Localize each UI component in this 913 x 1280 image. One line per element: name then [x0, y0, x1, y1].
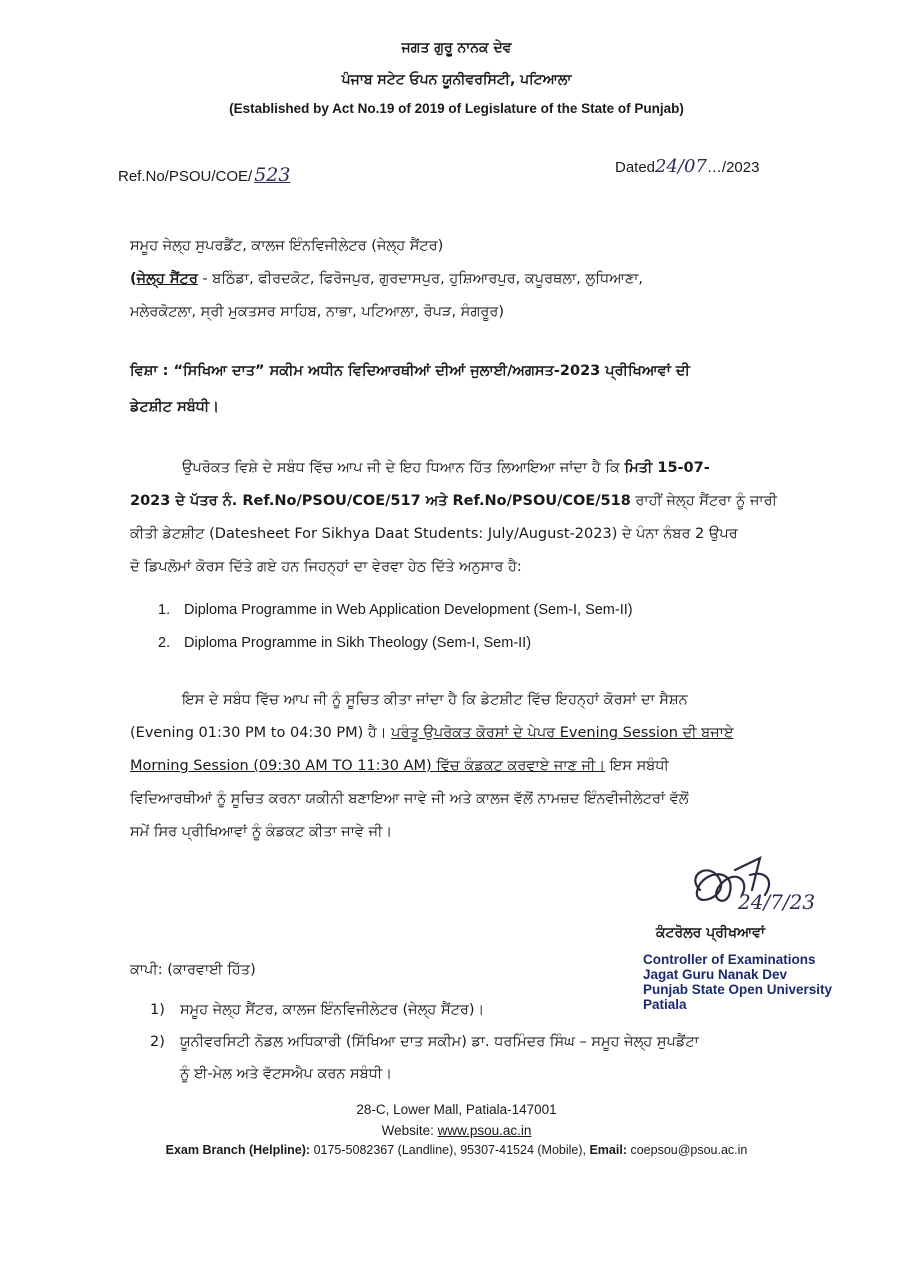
header-line-2: ਪੰਜਾਬ ਸਟੇਟ ਓਪਨ ਯੂਨੀਵਰਸਿਟੀ, ਪਟਿਆਲਾ — [341, 72, 572, 88]
para1-letter-refs: 2023 ਦੇ ਪੱਤਰ ਨੰ. Ref.No/PSOU/COE/517 ਅਤੇ Ref.No/PSOU/COE/518 — [130, 493, 631, 509]
paragraph-2 — [130, 684, 795, 849]
copy-list — [150, 994, 800, 1090]
helpline-label: Exam Branch (Helpline): — [165, 1143, 311, 1157]
para1-date-ref: ਮਿਤੀ 15-07- — [624, 460, 710, 476]
course-item: 2. Diploma Programme in Sikh Theology (Sem-I, Sem-II) — [158, 635, 532, 651]
para1-line-3: ਕੀਤੀ ਡੇਟਸ਼ੀਟ (Datesheet For Sikhya Daat Students: July/August-2023) ਦੇ ਪੰਨਾ ਨੰਬਰ 2 ਉਪਰ — [130, 526, 738, 542]
para1-line-1a: ਉਪਰੋਕਤ ਵਿਸ਼ੇ ਦੇ ਸਬੰਧ ਵਿੱਚ ਆਪ ਜੀ ਦੇ ਇਹ ਧਿਆਨ ਹਿੱਤ ਲਿਆਇਆ ਜਾਂਦਾ ਹੈ ਕਿ — [182, 460, 625, 476]
copy-item-continuation: ਨੂੰ ਈ-ਮੇਲ ਅਤੇ ਵੱਟਸਐਪ ਕਰਨ ਸਬੰਧੀ। — [180, 1066, 392, 1082]
addressee-line-3: ਮਲੇਰਕੋਟਲਾ, ਸ੍ਰੀ ਮੁਕਤਸਰ ਸਾਹਿਬ, ਨਾਭਾ, ਪਟਿਆਲਾ, ਰੋਪੜ, ਸੰਗਰੂਰ) — [130, 304, 505, 320]
para2-line-3a: Morning Session (09:30 AM TO 11:30 AM) ਵਿੱਚ ਕੰਡਕਟ ਕਰਵਾਏ ਜਾਣ ਜੀ। — [130, 758, 606, 774]
dated-label: Dated — [615, 159, 656, 176]
addressee-line-2: (ਜੇਲ੍ਹ ਸੈਂਟਰ - ਬਠਿੰਡਾ, ਫੀਰਦਕੋਟ, ਫਿਰੋਜਪੁਰ, ਗੁਰਦਾਸਪੁਰ, ਹੁਸ਼ਿਆਰਪੁਰ, ਕਪੂਰਥਲਾ, ਲੁਧਿਆਣਾ, — [130, 271, 644, 287]
addressee-line-1: ਸਮੂਹ ਜੇਲ੍ਹ ਸੁਪਰਡੈਂਟ, ਕਾਲਜ ਇੰਨਵਿਜੀਲੇਟਰ (ਜੇਲ੍ਹ ਸੈਂਟਰ) — [130, 238, 444, 254]
ref-number-handwritten: 523 — [254, 164, 291, 186]
signature-date-handwritten: 24/7/23 — [738, 890, 816, 914]
copy-item: 2) ਯੂਨੀਵਰਸਿਟੀ ਨੋਡਲ ਅਧਿਕਾਰੀ (ਸਿੱਖਿਆ ਦਾਤ ਸਕੀਮ) ਡਾ. ਧਰਮਿੰਦਰ ਸਿੰਘ – ਸਮੂਹ ਜੇਲ੍ਹ ਸੁਪਡੈਂਟਾ — [150, 1034, 699, 1050]
controller-title-punjabi: ਕੰਟਰੋਲਰ ਪ੍ਰੀਖਆਵਾਂ — [656, 925, 765, 941]
website-link[interactable]: www.psou.ac.in — [437, 1123, 532, 1138]
email-label: Email: — [589, 1143, 627, 1157]
header-line-1: ਜਗਤ ਗੁਰੂ ਨਾਨਕ ਦੇਵ — [401, 40, 512, 56]
email-address[interactable]: coepsou@psou.ac.in — [626, 1143, 748, 1157]
paragraph-1 — [130, 452, 795, 584]
date-line — [615, 156, 759, 177]
para2-line-1: ਇਸ ਦੇ ਸਬੰਧ ਵਿੱਚ ਆਪ ਜੀ ਨੂੰ ਸੂਚਿਤ ਕੀਤਾ ਜਾਂਦਾ ਹੈ ਕਿ ਡੇਟਸ਼ੀਟ ਵਿੱਚ ਇਹਨ੍ਹਾਂ ਕੋਰਸਾਂ ਦਾ ਸੈਸ਼ਨ — [182, 692, 688, 708]
jail-center-list: - ਬਠਿੰਡਾ, ਫੀਰਦਕੋਟ, ਫਿਰੋਜਪੁਰ, ਗੁਰਦਾਸਪੁਰ, ਹੁਸ਼ਿਆਰਪੁਰ, ਕਪੂਰਥਲਾ, ਲੁਧਿਆਣਾ, — [197, 271, 644, 287]
subject-line-1: ਵਿਸ਼ਾ : “ਸਿਖਿਆ ਦਾਤ” ਸਕੀਮ ਅਧੀਨ ਵਿਦਿਆਰਥੀਆਂ ਦੀਆਂ ਜੁਲਾਈ/ਅਗਸਤ-2023 ਪ੍ਰੀਖਿਆਵਾਂ ਦੀ — [130, 363, 690, 379]
subject-line-2: ਡੇਟਸ਼ੀਟ ਸਬੰਧੀ। — [130, 399, 220, 415]
para2-line-4: ਵਿਦਿਆਰਥੀਆਂ ਨੂੰ ਸੂਚਿਤ ਕਰਨਾ ਯਕੀਨੀ ਬਣਾਇਆ ਜਾਵੇ ਜੀ ਅਤੇ ਕਾਲਜ ਵੱਲੋਂ ਨਾਮਜ਼ਦ ਇੰਨਵੀਜੀਲੇਟਰਾਂ ਵੱਲੋਂ — [130, 791, 689, 807]
footer-address: 28-C, Lower Mall, Patiala-147001 — [356, 1102, 557, 1117]
copy-item: 1) ਸਮੂਹ ਜੇਲ੍ਹ ਸੈਂਟਰ, ਕਾਲਜ ਇੰਨਵਿਜੀਲੇਟਰ (ਜੇਲ੍ਹ ਸੈਂਟਰ)। — [150, 1002, 485, 1018]
copy-heading: ਕਾਪੀ: (ਕਾਰਵਾਈ ਹਿੱਤ) — [130, 962, 256, 978]
reference-number — [118, 164, 304, 186]
header-line-3: (Established by Act No.19 of 2019 of Legislature of the State of Punjab) — [229, 101, 684, 116]
addressee-block — [130, 230, 810, 329]
course-item: 1. Diploma Programme in Web Application Development (Sem-I, Sem-II) — [158, 602, 633, 618]
para2-line-3b: ਇਸ ਸਬੰਧੀ — [605, 758, 669, 774]
course-list — [158, 594, 633, 660]
para1-line-2b: ਰਾਹੀਂ ਜੇਲ੍ਹ ਸੈਂਟਰਾ ਨੂੰ ਜਾਰੀ — [630, 493, 777, 509]
para2-line-2b: ਪਰੰਤੂ ਉਪਰੋਕਤ ਕੋਰਸਾਂ ਦੇ ਪੇਪਰ Evening Session ਦੀ ਬਜਾਏ — [391, 725, 734, 741]
footer-website — [0, 1123, 913, 1138]
ref-label: Ref.No/PSOU/COE/ — [118, 168, 253, 185]
para2-line-5: ਸਮੇਂ ਸਿਰ ਪ੍ਰੀਖਿਆਵਾਂ ਨੂੰ ਕੰਡਕਟ ਕੀਤਾ ਜਾਵੇ ਜੀ। — [130, 824, 393, 840]
dated-dots: … — [706, 159, 722, 176]
subject-block — [130, 353, 810, 425]
controller-stamp: Controller of Examinations Jagat Guru Nanak Dev Punjab State Open University Patiala — [643, 952, 833, 1012]
dated-handwritten: 24/07 — [655, 156, 707, 177]
jail-center-label: ਜੇਲ੍ਹ ਸੈਂਟਰ — [136, 271, 198, 287]
para1-line-4: ਦੋ ਡਿਪਲੋਮਾਂ ਕੋਰਸ ਦਿੱਤੇ ਗਏ ਹਨ ਜਿਹਨ੍ਹਾਂ ਦਾ ਵੇਰਵਾ ਹੇਠ ਦਿੱਤੇ ਅਨੁਸਾਰ ਹੈ: — [130, 559, 522, 575]
para2-line-2a: (Evening 01:30 PM to 04:30 PM) ਹੈ। — [130, 725, 392, 741]
website-label: Website: — [381, 1123, 438, 1138]
dated-year: /2023 — [721, 159, 760, 176]
footer-helpline — [0, 1143, 913, 1157]
helpline-numbers: 0175-5082367 (Landline), 95307-41524 (Mobile), — [310, 1143, 590, 1157]
